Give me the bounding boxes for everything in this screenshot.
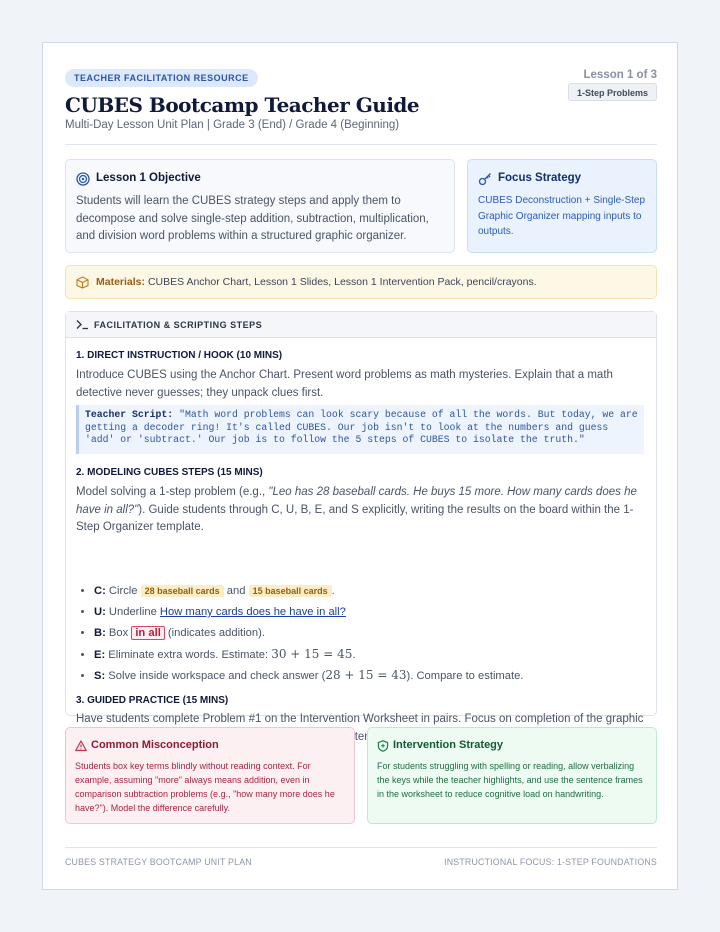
facilitation-steps xyxy=(65,311,657,743)
list-item xyxy=(94,666,644,687)
objective-text: Students will learn the CUBES strategy steps and apply them to decompose and solve single-step addition, subtraction, multiplication, and division word problems within a structured graphic organizer. xyxy=(76,195,429,242)
step2-text-pre: Model solving a 1-step problem (e.g., xyxy=(76,486,269,498)
list-item xyxy=(94,603,644,624)
objective-card xyxy=(65,159,455,253)
step2-text-post: ). Guide students through C, U, B, E, and S explicitly, writing the results on the board within the 1-Step Organizer template. xyxy=(76,503,634,533)
underlined-question: How many cards does he have in all? xyxy=(159,606,346,618)
page-footer xyxy=(65,847,657,871)
u-label: U: xyxy=(94,606,106,618)
page-header xyxy=(65,69,657,145)
circled-number-1: 28 baseball cards xyxy=(141,585,224,597)
shield-icon xyxy=(377,739,389,757)
materials-text xyxy=(96,276,537,288)
lesson-type-pill: 1-Step Problems xyxy=(568,83,657,101)
footer-left: CUBES STRATEGY BOOTCAMP UNIT PLAN xyxy=(65,857,252,867)
step1-text: Introduce CUBES using the Anchor Chart. Present word problems as math mysteries. Explain that a math detective never guesses; they unpack clues first. xyxy=(76,369,613,399)
c-end: . xyxy=(331,585,335,597)
target-icon xyxy=(76,172,90,191)
e-end: . xyxy=(352,649,356,661)
step2-example: "Leo has 28 baseball cards. He buys 15 more. How many cards does he have in all?" xyxy=(76,486,637,516)
b-label: B: xyxy=(94,627,106,639)
intervention-card xyxy=(367,727,657,824)
step1-title: 1. DIRECT INSTRUCTION / HOOK (10 MINS) xyxy=(76,350,283,361)
materials-bar xyxy=(65,265,657,299)
c-text: Circle xyxy=(108,585,138,597)
list-item xyxy=(94,624,644,645)
b-text: Box xyxy=(108,627,129,639)
misconception-card xyxy=(65,727,355,824)
lesson-number: Lesson 1 of 3 xyxy=(583,69,657,81)
page-subtitle: Multi-Day Lesson Unit Plan | Grade 3 (End) / Grade 4 (Beginning) xyxy=(65,119,400,131)
teacher-script xyxy=(76,405,644,454)
focus-strategy-card xyxy=(467,159,657,253)
u-text: Underline xyxy=(108,606,157,618)
resource-badge: TEACHER FACILITATION RESOURCE xyxy=(65,69,258,87)
teacher-script-text: "Math word problems can look scary because of all the words. But today, we are getting a decoder ring! It's called CUBES. Our job isn't to look at the numbers and guess 'add' or 'subtract.' Our job is to follow the 5 steps of CUBES to isolate the truth." xyxy=(85,409,638,445)
page-title: CUBES Bootcamp Teacher Guide xyxy=(65,93,420,117)
solve-math: 28 + 15 = 43 xyxy=(325,668,407,682)
misconception-text: Students box key terms blindly without reading context. For example, assuming "more" always means addition, even in comparison subtraction problems (e.g., "how many more does he have?"). Model the difference carefully. xyxy=(75,761,335,813)
steps-header-title: FACILITATION & SCRIPTING STEPS xyxy=(94,320,263,330)
list-item xyxy=(94,582,644,603)
box-icon xyxy=(76,276,89,294)
focus-title: Focus Strategy xyxy=(498,172,582,184)
b-end: (indicates addition). xyxy=(167,627,265,639)
step2-title: 2. MODELING CUBES STEPS (15 MINS) xyxy=(76,467,263,478)
materials-list: CUBES Anchor Chart, Lesson 1 Slides, Lesson 1 Intervention Pack, pencil/crayons. xyxy=(147,276,537,288)
cubes-steps-list xyxy=(94,582,644,687)
intervention-text: For students struggling with spelling or reading, allow verbalizing the keys while the teacher highlights, and use the sentence frames in the worksheet to reduce cognitive load on handwriting. xyxy=(377,761,643,799)
e-label: E: xyxy=(94,649,106,661)
focus-text: CUBES Deconstruction + Single-Step Graphic Organizer mapping inputs to outputs. xyxy=(478,195,646,237)
e-text: Eliminate extra words. Estimate: xyxy=(108,649,269,661)
warning-icon xyxy=(75,739,87,757)
s-label: S: xyxy=(94,670,106,682)
list-item xyxy=(94,645,644,666)
document-page xyxy=(42,42,678,890)
terminal-icon xyxy=(76,319,89,332)
boxed-keyword: in all xyxy=(131,626,165,640)
materials-label: Materials: xyxy=(96,276,146,288)
footer-right: INSTRUCTIONAL FOCUS: 1-STEP FOUNDATIONS xyxy=(444,857,657,867)
c-label: C: xyxy=(94,585,106,597)
circled-number-2: 15 baseball cards xyxy=(249,585,332,597)
estimate-math: 30 + 15 = 45 xyxy=(271,647,353,661)
teacher-script-label: Teacher Script: xyxy=(85,409,174,420)
intervention-title: Intervention Strategy xyxy=(393,739,504,751)
objective-title: Lesson 1 Objective xyxy=(96,172,201,184)
steps-header xyxy=(66,312,656,338)
key-icon xyxy=(478,172,492,191)
misconception-title: Common Misconception xyxy=(91,739,219,751)
step2-text xyxy=(76,484,646,537)
step3-text: Have students complete Problem #1 on the Intervention Worksheet in pairs. Focus on completion of the graphic sentence xyxy=(76,713,644,743)
s-end: ). Compare to estimate. xyxy=(406,670,524,682)
s-text: Solve inside workspace and check answer ( xyxy=(108,670,326,682)
c-and: and xyxy=(226,585,246,597)
step3-title: 3. GUIDED PRACTICE (15 MINS) xyxy=(76,695,229,706)
